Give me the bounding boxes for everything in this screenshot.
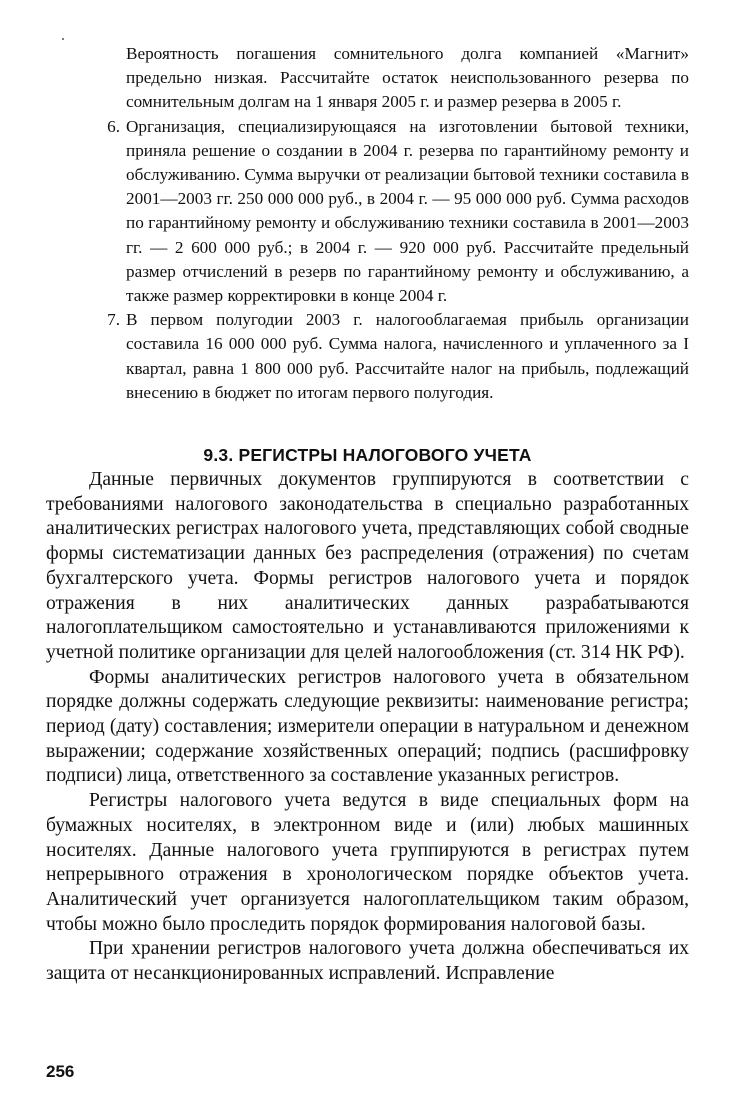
exercise-number: 7. bbox=[107, 310, 120, 330]
body-paragraph: Данные первичных документов группируются в соответствии с требованиями налогового законодательства в специально разработанных аналитических регистрах налогового учета, представляющих собой сводные формы систематизации данных без распределения (отражения) по счетам бухгалтерского учета. Формы регистров налогового учета и порядок отражения в них аналитических данных разрабатываются налогоплательщиком самостоятельно и устанавливаются приложениями к учетной политике организации для целей налогообложения (ст. 314 НК РФ). bbox=[46, 469, 689, 663]
page-content bbox=[46, 42, 689, 987]
body-paragraph: Регистры налогового учета ведутся в виде специальных форм на бумажных носителях, в электронном виде и (или) любых машинных носителях. Данные налогового учета группируются в регистрах путем непрерывного отражения в хронологическом порядке объектов учета. Аналитический учет организуется налогоплательщиком таким образом, чтобы можно было проследить порядок формирования налоговой базы. bbox=[46, 790, 689, 935]
page-number: 256 bbox=[46, 1062, 75, 1081]
exercise-number: 6. bbox=[107, 116, 120, 136]
exercise-text: Организация, специализирующаяся на изготовлении бытовой техники, приняла решение о создании в 2004 г. резерва по гарантийному ремонту и обслуживанию. Сумма выручки от реализации бытовой техники составила в 2001—2003 гг. 250 000 000 руб., в 2004 г. — 95 000 000 руб. Сумма расходов по гарантийному ремонту и обслуживанию техники составила в 2001—2003 гг. — 2 600 000 руб.; в 2004 г. — 920 000 руб. Рассчитайте предельный размер отчислений в резерв по гарантийному ремонту и обслуживанию, а также размер корректировки в конце 2004 г. bbox=[126, 116, 689, 306]
scan-mark bbox=[62, 38, 64, 40]
exercise-item bbox=[46, 115, 689, 309]
section-title: 9.3. РЕГИСТРЫ НАЛОГОВОГО УЧЕТА bbox=[203, 445, 532, 466]
exercise-text: В первом полугодии 2003 г. налогооблагаемая прибыль организации составила 16 000 000 руб. Сумма налога, начисленного и уплаченного за I квартал, равна 1 800 000 руб. Рассчитайте налог на прибыль, подлежащий внесению в бюджет по итогам первого полугодия. bbox=[126, 310, 689, 402]
intro-paragraph: Вероятность погашения сомнительного долга компанией «Магнит» предельно низкая. Рассчитайте остаток неиспользованного резерва по сомнительным долгам на 1 января 2005 г. и размер резерва в 2005 г. bbox=[126, 44, 689, 112]
body-paragraph: Формы аналитических регистров налогового учета в обязательном порядке должны содержать следующие реквизиты: наименование регистра; период (дату) составления; измерители операции в натуральном и денежном выражении; содержание хозяйственных операций; подпись (расшифровку подписи) лица, ответственного за составление указанных регистров. bbox=[46, 666, 689, 787]
exercise-item bbox=[46, 308, 689, 405]
body-paragraph: При хранении регистров налогового учета должна обеспечиваться их защита от несанкционированных исправлений. Исправление bbox=[46, 938, 689, 985]
